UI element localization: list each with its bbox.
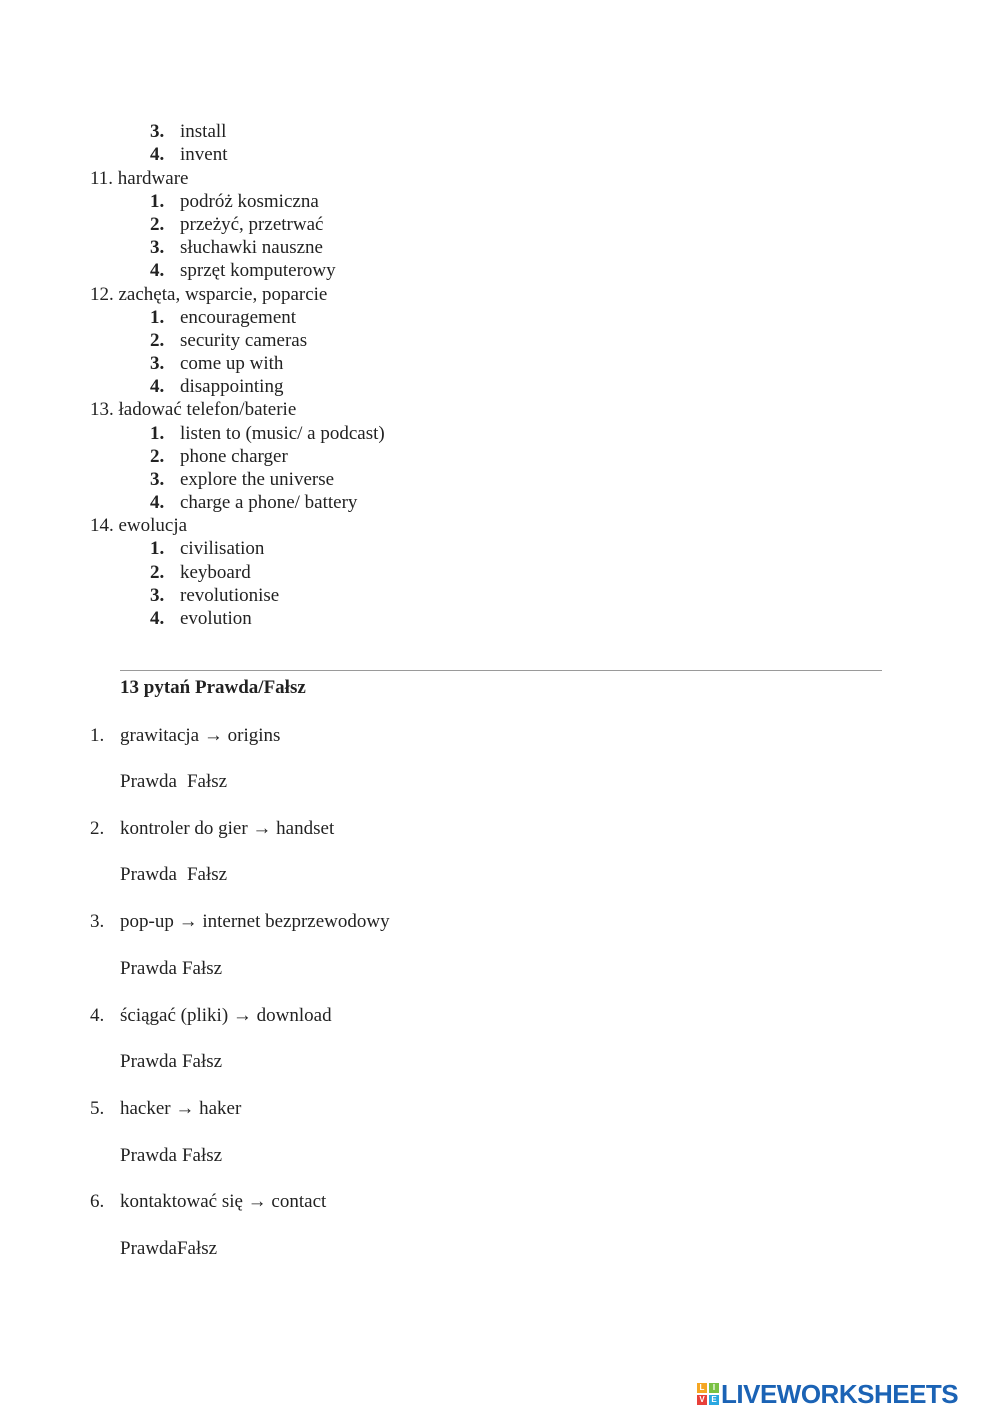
option-number: 1. xyxy=(150,538,165,559)
option-number: 4. xyxy=(150,376,165,397)
question-text: ewolucja xyxy=(118,515,188,536)
logo-tile: V xyxy=(697,1395,707,1405)
option-text: encouragement xyxy=(180,307,297,328)
true-option[interactable]: Prawda xyxy=(120,1238,177,1259)
question-text: grawitacja → origins xyxy=(120,725,281,746)
option-number: 4. xyxy=(150,144,165,165)
option-text: come up with xyxy=(180,353,284,374)
section-divider xyxy=(120,670,882,671)
question-13 xyxy=(90,398,296,421)
option-text: civilisation xyxy=(180,538,265,559)
option-number: 4. xyxy=(150,608,165,629)
option-number: 2. xyxy=(150,330,165,351)
option-text: charge a phone/ battery xyxy=(180,492,358,513)
option-number: 4. xyxy=(150,260,165,281)
question-number: 3. xyxy=(90,911,105,932)
option-number: 3. xyxy=(150,585,165,606)
option-text: revolutionise xyxy=(180,585,280,606)
question-number: 14. xyxy=(90,515,114,536)
question-11 xyxy=(90,167,188,190)
question-number: 11. xyxy=(90,168,114,189)
option-text: sprzęt komputerowy xyxy=(180,260,336,281)
tf-answer-row-6 xyxy=(120,1237,217,1260)
option-number: 1. xyxy=(150,423,165,444)
tf-answer-row-1 xyxy=(120,770,227,793)
true-option[interactable]: Prawda xyxy=(120,771,177,792)
logo-text: LIVEWORKSHEETS xyxy=(721,1378,959,1409)
option-text: listen to (music/ a podcast) xyxy=(180,423,385,444)
logo-tile: I xyxy=(709,1383,719,1393)
false-option[interactable]: Fałsz xyxy=(186,771,228,792)
option-text: słuchawki nauszne xyxy=(180,237,323,258)
option-text: security cameras xyxy=(180,330,308,351)
option-text: install xyxy=(180,121,227,142)
true-option[interactable]: Prawda xyxy=(120,1051,177,1072)
option-text: evolution xyxy=(180,608,252,629)
option-number: 4. xyxy=(150,492,165,513)
question-number: 12. xyxy=(90,284,114,305)
question-number: 2. xyxy=(90,818,105,839)
false-option[interactable]: Fałsz xyxy=(176,1238,218,1259)
option-number: 1. xyxy=(150,191,165,212)
liveworksheets-logo xyxy=(697,1378,958,1410)
logo-tile: L xyxy=(697,1383,707,1393)
option-text: przeżyć, przetrwać xyxy=(180,214,324,235)
question-text: hardware xyxy=(117,168,189,189)
false-option[interactable]: Fałsz xyxy=(181,958,223,979)
tf-answer-row-5 xyxy=(120,1144,222,1167)
option-text: phone charger xyxy=(180,446,288,467)
false-option[interactable]: Fałsz xyxy=(186,864,228,885)
logo-tiles xyxy=(697,1383,719,1405)
true-false-heading: 13 pytań Prawda/Fałsz xyxy=(120,677,306,698)
option-text: keyboard xyxy=(180,562,251,583)
question-text: zachęta, wsparcie, poparcie xyxy=(118,284,328,305)
option-text: podróż kosmiczna xyxy=(180,191,319,212)
question-text: pop-up → internet bezprzewodowy xyxy=(120,911,390,932)
question-text: hacker → haker xyxy=(120,1098,242,1119)
option-number: 3. xyxy=(150,469,165,490)
option-number: 1. xyxy=(150,307,165,328)
question-text: kontroler do gier → handset xyxy=(120,818,335,839)
question-number: 6. xyxy=(90,1191,105,1212)
tf-answer-row-2 xyxy=(120,863,227,886)
question-text: ściągać (pliki) → download xyxy=(120,1005,332,1026)
tf-answer-row-4 xyxy=(120,1050,222,1073)
option-number: 3. xyxy=(150,237,165,258)
logo-tile: E xyxy=(709,1395,719,1405)
false-option[interactable]: Fałsz xyxy=(181,1145,223,1166)
option-number: 3. xyxy=(150,121,165,142)
option-text: disappointing xyxy=(180,376,284,397)
question-12 xyxy=(90,283,327,306)
option-text: explore the universe xyxy=(180,469,335,490)
question-text: ładować telefon/baterie xyxy=(118,399,297,420)
question-text: kontaktować się → contact xyxy=(120,1191,327,1212)
option-number: 2. xyxy=(150,446,165,467)
option-text: invent xyxy=(180,144,228,165)
question-number: 1. xyxy=(90,725,105,746)
question-number: 13. xyxy=(90,399,114,420)
option-number: 2. xyxy=(150,562,165,583)
true-option[interactable]: Prawda xyxy=(120,864,177,885)
true-option[interactable]: Prawda xyxy=(120,1145,177,1166)
tf-answer-row-3 xyxy=(120,957,222,980)
question-number: 4. xyxy=(90,1005,105,1026)
option-number: 3. xyxy=(150,353,165,374)
false-option[interactable]: Fałsz xyxy=(181,1051,223,1072)
question-14 xyxy=(90,514,187,537)
true-option[interactable]: Prawda xyxy=(120,958,177,979)
option-number: 2. xyxy=(150,214,165,235)
question-number: 5. xyxy=(90,1098,105,1119)
